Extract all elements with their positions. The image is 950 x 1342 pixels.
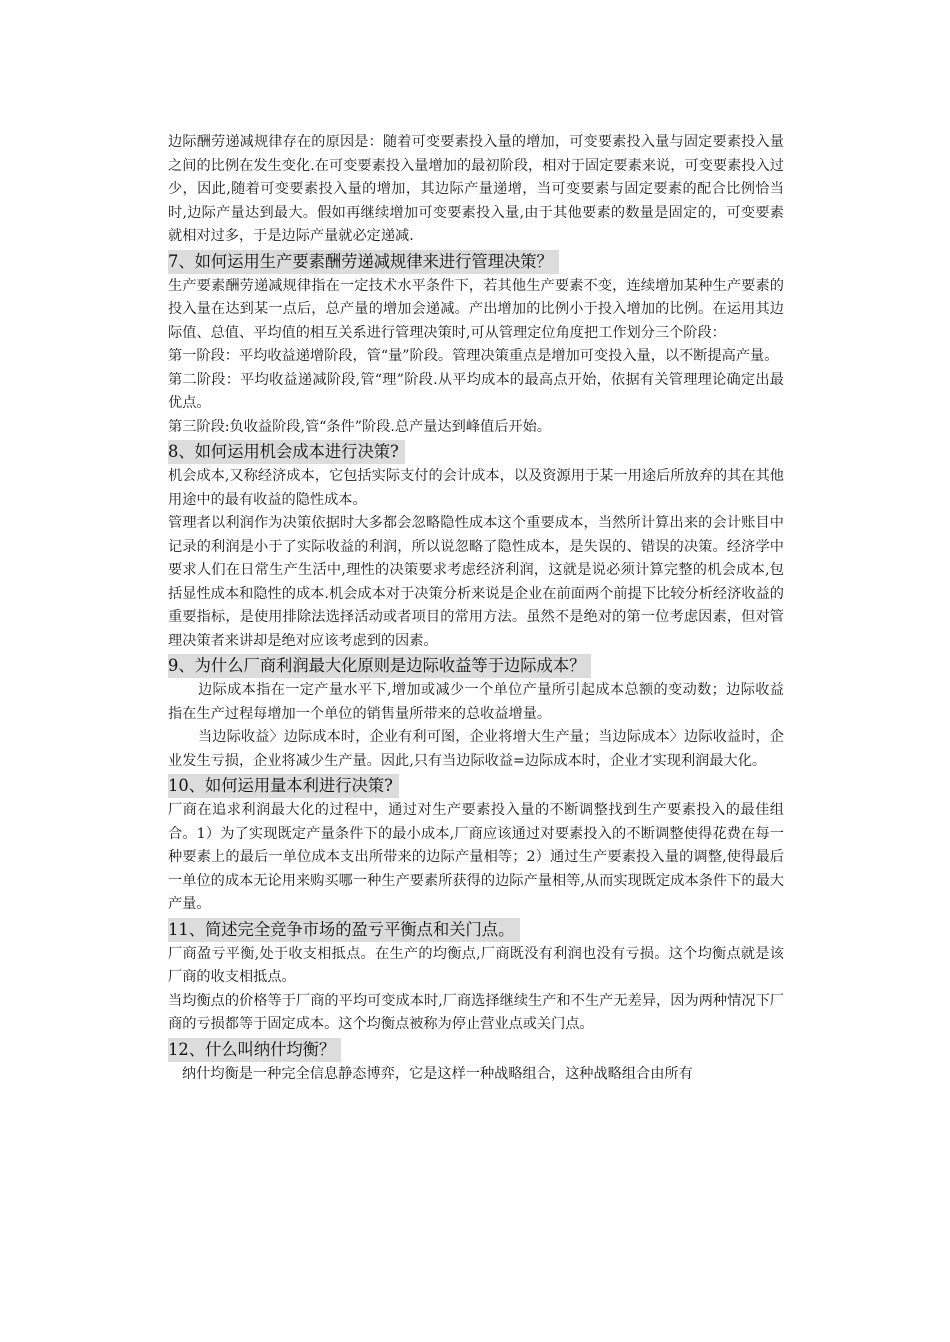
section-heading: 11、简述完全竞争市场的盈亏平衡点和关门点。 [168, 918, 520, 942]
paragraph: 厂商盈亏平衡,处于收支相抵点。在生产的均衡点,厂商既没有利润也没有亏损。这个均衡点就是该厂商的收支相抵点。 [168, 945, 784, 985]
paragraph: 边际酬劳递减规律存在的原因是：随着可变要素投入量的增加，可变要素投入量与固定要素投入量之间的比例在发生变化.在可变要素投入量增加的最初阶段，相对于固定要素来说，可变要素投入过少，因此,随着可变要素投入量的增加，其边际产量递增，当可变要素与固定要素的配合比例恰当时,边际产量达到最大。假如再继续增加可变要素投入量,由于其他要素的数量是固定的，可变要素就相对过多，于是边际产量就必定递减. [168, 134, 784, 244]
paragraph: 第二阶段：平均收益递减阶段,管“理”阶段.从平均成本的最高点开始，依据有关管理理论确定出最优点。 [168, 371, 784, 411]
section-heading: 7、如何运用生产要素酬劳递减规律来进行管理决策？ [168, 250, 559, 274]
paragraph: 纳什均衡是一种完全信息静态博弈，它是这样一种战略组合，这种战略组合由所有 [182, 1065, 693, 1082]
paragraph: 当均衡点的价格等于厂商的平均可变成本时,厂商选择继续生产和不生产无差异，因为两种情况下厂商的亏损都等于固定成本。这个均衡点被称为停止营业点或关门点。 [168, 992, 784, 1032]
section-heading: 10、如何运用量本利进行决策? [168, 774, 399, 798]
document-body [168, 131, 784, 1086]
paragraph: 当边际收益〉边际成本时，企业有利可图，企业将增大生产量；当边际成本〉边际收益时，企业发生亏损，企业将减少生产量。因此,只有当边际收益=边际成本时，企业才实现利润最大化。 [168, 729, 784, 769]
paragraph: 管理者以利润作为决策依据时大多都会忽略隐性成本这个重要成本，当然所计算出来的会计账目中记录的利润是小于了实际收益的利润，所以说忽略了隐性成本，是失误的、错误的决策。经济学中要求人们在日常生产生活中,理性的决策要求考虑经济利润，这就是说必须计算完整的机会成本,包括显性成本和隐性的成本.机会成本对于决策分析来说是企业在前面两个前提下比较分析经济收益的重要指标，是使用排除法选择活动或者项目的常用方法。虽然不是绝对的第一位考虑因素，但对管理决策者来讲却是绝对应该考虑到的因素。 [168, 515, 784, 649]
paragraph: 机会成本,又称经济成本，它包括实际支付的会计成本，以及资源用于某一用途后所放弃的其在其他用途中的最有收益的隐性成本。 [168, 468, 784, 508]
paragraph: 第一阶段：平均收益递增阶段，管“量”阶段。管理决策重点是增加可变投入量，以不断提高产量。 [168, 348, 779, 364]
paragraph: 厂商在追求利润最大化的过程中，通过对生产要素投入量的不断调整找到生产要素投入的最佳组合。1）为了实现既定产量条件下的最小成本,厂商应该通过对要素投入的不断调整使得花费在每一种要素上的最后一单位成本支出所带来的边际产量相等；2）通过生产要素投入量的调整,使得最后一单位的成本无论用来购买哪一种生产要素所获得的边际产量相等,从而实现既定成本条件下的最大产量。 [168, 802, 784, 912]
section-heading: 12、什么叫纳什均衡？ [168, 1038, 341, 1062]
paragraph: 第三阶段:负收益阶段,管“条件”阶段.总产量达到峰值后开始。 [168, 418, 551, 435]
paragraph: 生产要素酬劳递减规律指在一定技术水平条件下，若其他生产要素不变，连续增加某种生产要素的投入量在达到某一点后，总产量的增加会递减。产出增加的比例小于投入增加的比例。在运用其边际值、总值、平均值的相互关系进行管理决策时,可从管理定位角度把工作划分三个阶段： [168, 277, 784, 341]
section-heading: 8、如何运用机会成本进行决策? [168, 440, 405, 464]
section-heading: 9、为什么厂商利润最大化原则是边际收益等于边际成本？ [168, 654, 591, 678]
paragraph: 边际成本指在一定产量水平下,增加或减少一个单位产量所引起成本总额的变动数；边际收益指在生产过程每增加一个单位的销售量所带来的总收益增量。 [168, 682, 784, 722]
